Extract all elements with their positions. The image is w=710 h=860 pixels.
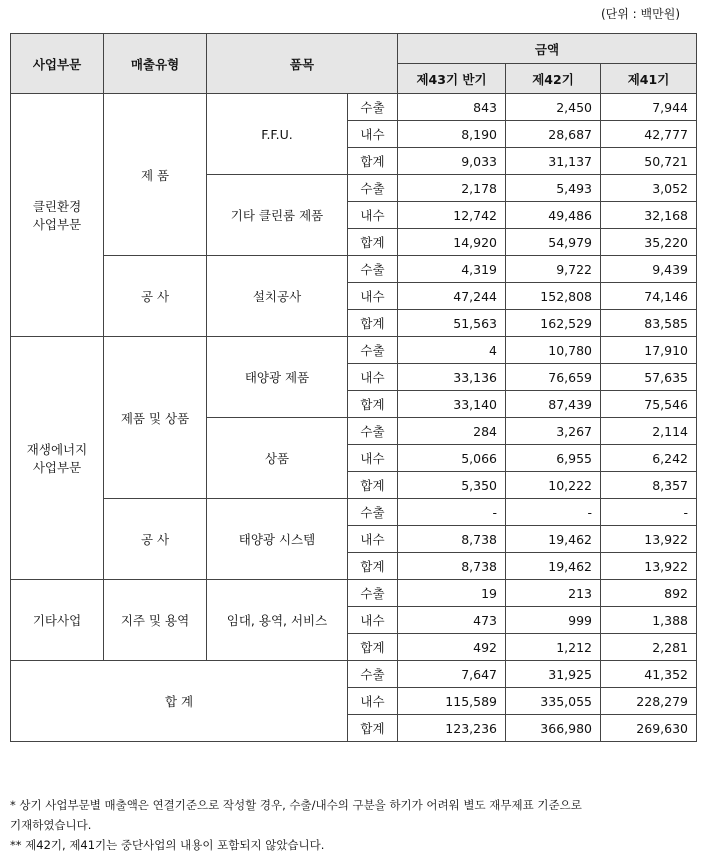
row-kind-cell: 합계 [348,229,398,256]
item-cell: 설치공사 [207,256,348,337]
amount-cell: 9,439 [601,256,697,283]
amount-cell: 19,462 [506,526,601,553]
header-item: 품목 [207,34,398,94]
header-period-41: 제41기 [601,64,697,94]
row-kind-cell: 내수 [348,445,398,472]
amount-cell: 228,279 [601,688,697,715]
amount-cell: 2,178 [398,175,506,202]
amount-cell: 2,450 [506,94,601,121]
table-row [11,337,697,364]
row-kind-cell: 합계 [348,472,398,499]
sales-type-cell: 공 사 [104,499,207,580]
row-kind-cell: 수출 [348,94,398,121]
sales-type-cell: 제 품 [104,94,207,256]
amount-cell: 31,137 [506,148,601,175]
amount-cell: 3,052 [601,175,697,202]
table-body [11,94,697,742]
table-row [11,256,697,283]
table-row [11,580,697,607]
amount-cell: 41,352 [601,661,697,688]
footnotes [10,795,700,855]
segment-cell: 재생에너지 사업부문 [11,337,104,580]
row-kind-cell: 수출 [348,499,398,526]
total-row [11,661,697,688]
amount-cell: 13,922 [601,526,697,553]
amount-cell: 47,244 [398,283,506,310]
row-kind-cell: 수출 [348,337,398,364]
row-kind-cell: 내수 [348,121,398,148]
amount-cell: 51,563 [398,310,506,337]
amount-cell: 75,546 [601,391,697,418]
amount-cell: - [601,499,697,526]
amount-cell: 10,780 [506,337,601,364]
amount-cell: 42,777 [601,121,697,148]
amount-cell: - [506,499,601,526]
amount-cell: 115,589 [398,688,506,715]
amount-cell: 8,738 [398,553,506,580]
amount-cell: 492 [398,634,506,661]
amount-cell: 19,462 [506,553,601,580]
amount-cell: - [398,499,506,526]
header-sales-type: 매출유형 [104,34,207,94]
amount-cell: 57,635 [601,364,697,391]
row-kind-cell: 합계 [348,553,398,580]
amount-cell: 1,388 [601,607,697,634]
amount-cell: 74,146 [601,283,697,310]
amount-cell: 284 [398,418,506,445]
amount-cell: 8,357 [601,472,697,499]
amount-cell: 8,190 [398,121,506,148]
amount-cell: 7,944 [601,94,697,121]
amount-cell: 473 [398,607,506,634]
row-kind-cell: 내수 [348,607,398,634]
amount-cell: 7,647 [398,661,506,688]
row-kind-cell: 내수 [348,688,398,715]
row-kind-cell: 합계 [348,634,398,661]
amount-cell: 2,114 [601,418,697,445]
amount-cell: 5,066 [398,445,506,472]
amount-cell: 12,742 [398,202,506,229]
amount-cell: 28,687 [506,121,601,148]
item-cell: 임대, 용역, 서비스 [207,580,348,661]
amount-cell: 33,136 [398,364,506,391]
amount-cell: 3,267 [506,418,601,445]
amount-cell: 19 [398,580,506,607]
footnote-line: * 상기 사업부문별 매출액은 연결기준으로 작성할 경우, 수출/내수의 구분을 하기가 어려워 별도 재무제표 기준으로 [10,798,582,812]
amount-cell: 2,281 [601,634,697,661]
amount-cell: 6,955 [506,445,601,472]
amount-cell: 213 [506,580,601,607]
sales-table [10,33,697,742]
row-kind-cell: 수출 [348,661,398,688]
row-kind-cell: 내수 [348,202,398,229]
amount-cell: 35,220 [601,229,697,256]
amount-cell: 335,055 [506,688,601,715]
header-period-42: 제42기 [506,64,601,94]
row-kind-cell: 수출 [348,580,398,607]
row-kind-cell: 합계 [348,310,398,337]
amount-cell: 83,585 [601,310,697,337]
footnote-line: ** 제42기, 제41기는 중단사업의 내용이 포함되지 않았습니다. [10,838,325,852]
amount-cell: 49,486 [506,202,601,229]
amount-cell: 87,439 [506,391,601,418]
unit-label: (단위 : 백만원) [601,7,680,21]
amount-cell: 4 [398,337,506,364]
row-kind-cell: 합계 [348,148,398,175]
amount-cell: 999 [506,607,601,634]
header-amount: 금액 [398,34,697,64]
table-row [11,94,697,121]
row-kind-cell: 내수 [348,364,398,391]
amount-cell: 5,350 [398,472,506,499]
sales-type-cell: 지주 및 용역 [104,580,207,661]
item-cell: F.F.U. [207,94,348,175]
amount-cell: 152,808 [506,283,601,310]
footnote-line: 기재하였습니다. [10,818,92,832]
row-kind-cell: 합계 [348,715,398,742]
table-row [11,499,697,526]
amount-cell: 17,910 [601,337,697,364]
amount-cell: 162,529 [506,310,601,337]
amount-cell: 10,222 [506,472,601,499]
amount-cell: 76,659 [506,364,601,391]
amount-cell: 9,722 [506,256,601,283]
amount-cell: 13,922 [601,553,697,580]
total-label-cell: 합 계 [11,661,348,742]
row-kind-cell: 내수 [348,526,398,553]
amount-cell: 123,236 [398,715,506,742]
amount-cell: 4,319 [398,256,506,283]
amount-cell: 1,212 [506,634,601,661]
amount-cell: 9,033 [398,148,506,175]
amount-cell: 892 [601,580,697,607]
amount-cell: 54,979 [506,229,601,256]
row-kind-cell: 내수 [348,283,398,310]
row-kind-cell: 수출 [348,175,398,202]
item-cell: 상품 [207,418,348,499]
amount-cell: 50,721 [601,148,697,175]
amount-cell: 31,925 [506,661,601,688]
amount-cell: 8,738 [398,526,506,553]
header-period-43: 제43기 반기 [398,64,506,94]
item-cell: 태양광 시스템 [207,499,348,580]
segment-cell: 클린환경 사업부문 [11,94,104,337]
segment-cell: 기타사업 [11,580,104,661]
item-cell: 태양광 제품 [207,337,348,418]
row-kind-cell: 합계 [348,391,398,418]
sales-type-cell: 제품 및 상품 [104,337,207,499]
amount-cell: 6,242 [601,445,697,472]
row-kind-cell: 수출 [348,418,398,445]
row-kind-cell: 수출 [348,256,398,283]
amount-cell: 32,168 [601,202,697,229]
amount-cell: 14,920 [398,229,506,256]
header-segment: 사업부문 [11,34,104,94]
amount-cell: 5,493 [506,175,601,202]
amount-cell: 269,630 [601,715,697,742]
amount-cell: 33,140 [398,391,506,418]
amount-cell: 366,980 [506,715,601,742]
sales-type-cell: 공 사 [104,256,207,337]
item-cell: 기타 클린룸 제품 [207,175,348,256]
amount-cell: 843 [398,94,506,121]
